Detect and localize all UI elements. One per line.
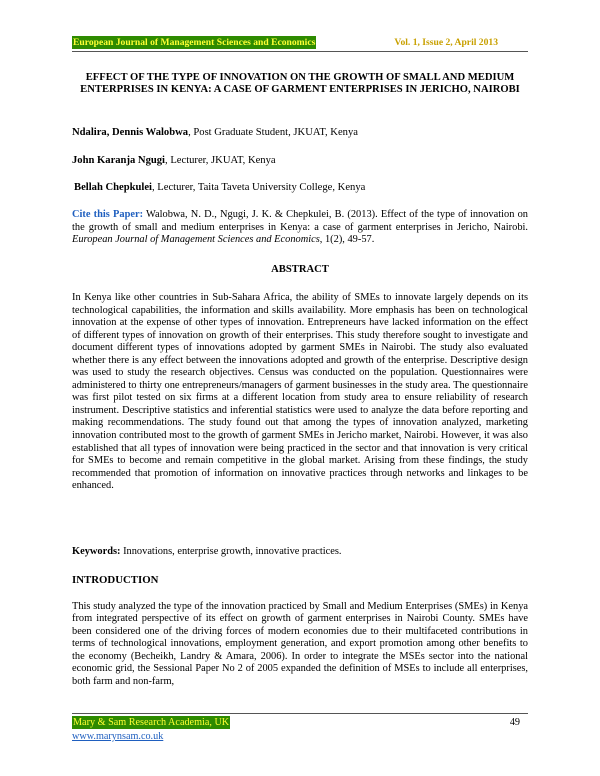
page-header bbox=[72, 36, 528, 50]
author-1 bbox=[72, 126, 358, 139]
volume-issue: Vol. 1, Issue 2, April 2013 bbox=[394, 37, 498, 48]
citation-journal: European Journal of Management Sciences and Economics bbox=[72, 234, 320, 245]
page-number: 49 bbox=[509, 717, 520, 728]
citation bbox=[72, 209, 528, 247]
author-3-name: Bellah Chepkulei bbox=[74, 182, 152, 193]
author-3-affiliation: , Lecturer, Taita Taveta University College, Kenya bbox=[152, 182, 366, 193]
author-1-name: Ndalira, Dennis Walobwa bbox=[72, 127, 189, 138]
keywords-label: Keywords: bbox=[72, 546, 121, 557]
header-rule bbox=[72, 51, 528, 52]
publisher-name: Mary & Sam Research Academia, UK bbox=[73, 717, 230, 728]
author-2 bbox=[72, 154, 276, 167]
author-3 bbox=[74, 181, 365, 194]
citation-label: Cite this Paper: bbox=[72, 209, 144, 220]
footer-rule bbox=[72, 713, 528, 714]
paper-title: EFFECT OF THE TYPE OF INNOVATION ON THE GROWTH OF SMALL AND MEDIUM ENTERPRISES IN KENYA: A CASE OF GARMENT ENTERPRISES IN JERICHO, NAIROBI bbox=[80, 72, 520, 96]
abstract-text: In Kenya like other countries in Sub-Sahara Africa, the ability of SMEs to innovate largely depends on its technological capabilities, the information and skills availability. More emphasis has been on technological innovation at the expense of other types of innovation. Entrepreneurs have lacked information on the effect of different types of innovation on growth of their enterprises. This study therefore sought to investigate and document different types of innovations adopted by garment SMEs in Nairobi. The study also evaluated whether there is any effect between the innovations adopted and growth of the enterprise. Descriptive design was used to study the research objectives. Census was conducted on the population. Questionnaires were administered to thirty one entrepreneurs/managers of garment businesses in the study area. The questionnaire was first pilot tested on six firms at a different location from study area to ensure reliability of research instrument. Descriptive statistics and inferential statistics were used to analyze the data before reporting and making recommendations. The study found out that among the types of innovation analyzed, marketing innovation contributed most to the growth of garment SMEs in Jericho market, Nairobi. However, it was also established that all types of innovation were being practiced in the sector and that innovation is very critical for SMEs to become and remain competitive in the global market. Arising from these findings, the study recommended that promotion of information on innovative practices through networks and linkages to be enhanced. bbox=[72, 292, 528, 492]
citation-text: Walobwa, N. D., Ngugi, J. K. & Chepkulei, B. (2013). Effect of the type of innovation on the growth of small and medium enterprises in Kenya: a case of garment enterprises in Jericho, Nairobi. bbox=[72, 209, 528, 233]
abstract-heading: ABSTRACT bbox=[271, 264, 329, 275]
publisher-website-link[interactable]: www.marynsam.co.uk bbox=[72, 731, 164, 742]
author-2-name: John Karanja Ngugi bbox=[72, 155, 166, 166]
keywords bbox=[72, 546, 528, 557]
author-1-affiliation: , Post Graduate Student, JKUAT, Kenya bbox=[188, 127, 358, 138]
author-2-affiliation: , Lecturer, JKUAT, Kenya bbox=[165, 155, 276, 166]
introduction-heading: INTRODUCTION bbox=[72, 574, 159, 586]
keywords-text: Innovations, enterprise growth, innovative practices. bbox=[120, 546, 342, 557]
citation-volume: , 1(2), 49-57. bbox=[319, 234, 375, 245]
introduction-text: This study analyzed the type of the innovation practiced by Small and Medium Enterprises (SMEs) in Kenya from integrated perspective of its effect on growth of garment enterprises in Nairobi County. SMEs have been considered one of the driving forces of modern economies due to their multifaceted contributions in terms of technological innovations, employment generation, and export promotion among other benefits to the economy (Becheikh, Landry & Amara, 2006). In order to integrate the MSEs sector into the national economic grid, the Sessional Paper No 2 of 2005 expanded the definition of MSEs to include all enterprises, both farm and non-farm, bbox=[72, 601, 528, 687]
journal-name: European Journal of Management Sciences and Economics bbox=[73, 37, 316, 48]
